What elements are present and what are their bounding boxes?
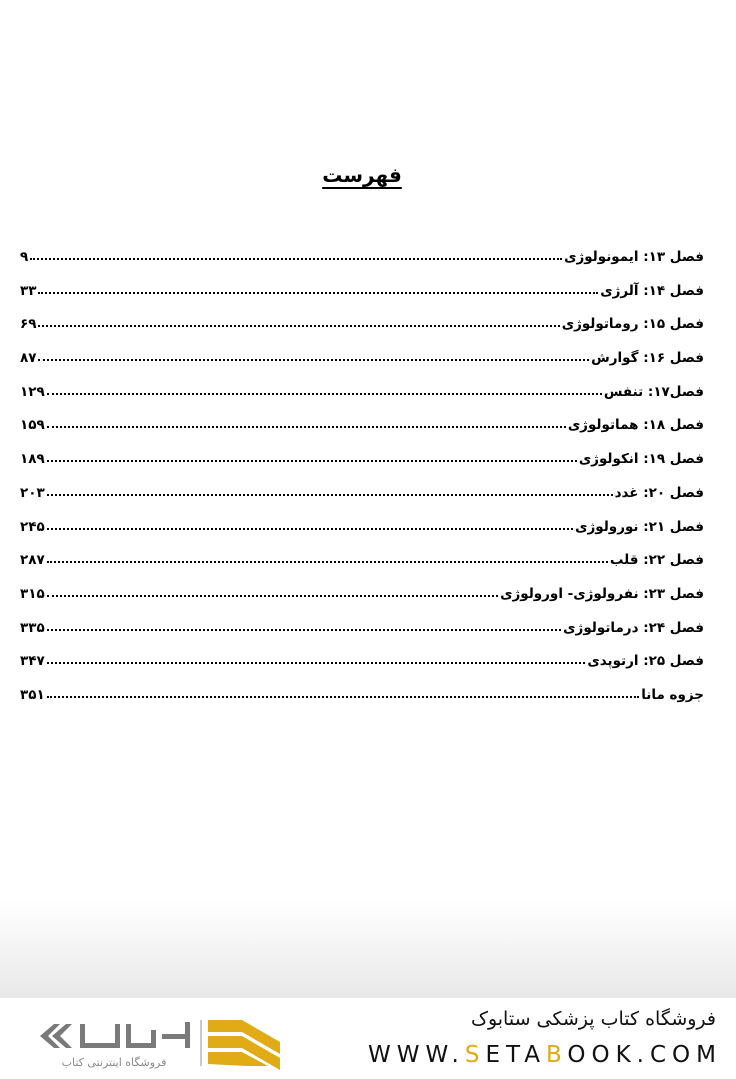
toc-title bbox=[0, 163, 724, 187]
store-name: فروشگاه کتاب پزشکی ستابوک bbox=[470, 1008, 716, 1030]
toc-dot-leader bbox=[47, 595, 498, 597]
toc-entry-label: فصل ۲۲: قلب bbox=[609, 552, 704, 569]
toc-entry-label: فصل ۱۵: روماتولوژی bbox=[561, 316, 704, 333]
toc-entry[interactable] bbox=[20, 451, 704, 485]
toc-list bbox=[20, 249, 704, 721]
setabook-logo bbox=[36, 1014, 286, 1072]
toc-entry-label: فصل ۱۹: انکولوژی bbox=[578, 451, 704, 468]
toc-entry-label: فصل ۱۶: گوارش bbox=[591, 350, 704, 367]
logo-wordmark-icon bbox=[40, 1022, 190, 1048]
toc-entry[interactable] bbox=[20, 283, 704, 317]
toc-dot-leader bbox=[47, 528, 573, 530]
toc-entry[interactable] bbox=[20, 384, 704, 418]
toc-entry-page: ۳۴۷ bbox=[20, 653, 45, 670]
toc-entry[interactable] bbox=[20, 653, 704, 687]
toc-entry-page: ۸۷ bbox=[20, 350, 37, 367]
toc-dot-leader bbox=[47, 393, 602, 395]
toc-dot-leader bbox=[47, 561, 608, 563]
toc-entry-label: فصل۱۷: تنفس bbox=[603, 383, 704, 400]
toc-entry-page: ۹ bbox=[20, 249, 29, 265]
toc-entry-page: ۲۴۵ bbox=[20, 518, 45, 535]
toc-dot-leader bbox=[47, 426, 566, 428]
toc-entry-page: ۳۱۵ bbox=[20, 585, 45, 602]
toc-dot-leader bbox=[47, 460, 577, 462]
toc-entry-page: ۲۸۷ bbox=[20, 552, 45, 569]
url-part: OOK.COM bbox=[567, 1042, 722, 1068]
toc-entry-label: فصل ۱۴: آلرژی bbox=[600, 282, 704, 299]
toc-dot-leader bbox=[47, 494, 613, 496]
toc-dot-leader bbox=[47, 629, 561, 631]
toc-entry[interactable] bbox=[20, 485, 704, 519]
toc-dot-leader bbox=[38, 292, 598, 294]
toc-entry-label: فصل ۲۱: نورولوژی bbox=[575, 518, 704, 535]
toc-entry-label: فصل ۲۵: ارتوپدی bbox=[587, 653, 704, 670]
toc-title-text: فهرست bbox=[322, 163, 402, 187]
toc-entry-label: جزوه مانا bbox=[641, 686, 704, 703]
footer-banner bbox=[0, 998, 736, 1079]
toc-entry-page: ۳۵۱ bbox=[20, 686, 45, 703]
toc-dot-leader bbox=[47, 696, 640, 698]
toc-entry-page: ۱۸۹ bbox=[20, 451, 45, 468]
toc-entry-label: فصل ۱۸: هماتولوژی bbox=[567, 417, 704, 434]
chevron-emblem-icon bbox=[208, 1020, 280, 1070]
toc-dot-leader bbox=[30, 258, 562, 260]
toc-entry[interactable] bbox=[20, 620, 704, 654]
toc-entry-label: فصل ۲۴: درماتولوژی bbox=[563, 619, 704, 636]
logo-tagline: فروشگاه اینترنتی کتاب bbox=[61, 1056, 167, 1069]
toc-entry-page: ۱۵۹ bbox=[20, 417, 45, 434]
url-part: ETA bbox=[485, 1042, 547, 1068]
toc-entry[interactable] bbox=[20, 350, 704, 384]
toc-entry-label: فصل ۱۳: ایمونولوژی bbox=[564, 249, 704, 265]
toc-entry-page: ۳۳۵ bbox=[20, 619, 45, 636]
toc-entry[interactable] bbox=[20, 519, 704, 553]
toc-entry-page: ۶۹ bbox=[20, 316, 37, 333]
toc-entry[interactable] bbox=[20, 417, 704, 451]
toc-entry-label: فصل ۲۳: نفرولوژی- اورولوژی bbox=[500, 585, 704, 602]
toc-entry[interactable] bbox=[20, 316, 704, 350]
toc-dot-leader bbox=[47, 662, 586, 664]
url-part-highlight: S bbox=[464, 1042, 486, 1068]
toc-dot-leader bbox=[38, 359, 589, 361]
toc-dot-leader bbox=[38, 325, 559, 327]
toc-entry-page: ۲۰۳ bbox=[20, 484, 45, 501]
toc-entry[interactable] bbox=[20, 687, 704, 721]
url-part: WWW. bbox=[367, 1042, 465, 1068]
toc-entry[interactable] bbox=[20, 586, 704, 620]
toc-entry[interactable] bbox=[20, 552, 704, 586]
toc-entry-label: فصل ۲۰: غدد bbox=[614, 484, 704, 501]
store-url[interactable] bbox=[368, 1042, 722, 1068]
toc-entry-page: ۳۳ bbox=[20, 282, 37, 299]
toc-entry[interactable] bbox=[20, 249, 704, 283]
url-part-highlight: B bbox=[546, 1042, 568, 1068]
toc-entry-page: ۱۲۹ bbox=[20, 383, 45, 400]
